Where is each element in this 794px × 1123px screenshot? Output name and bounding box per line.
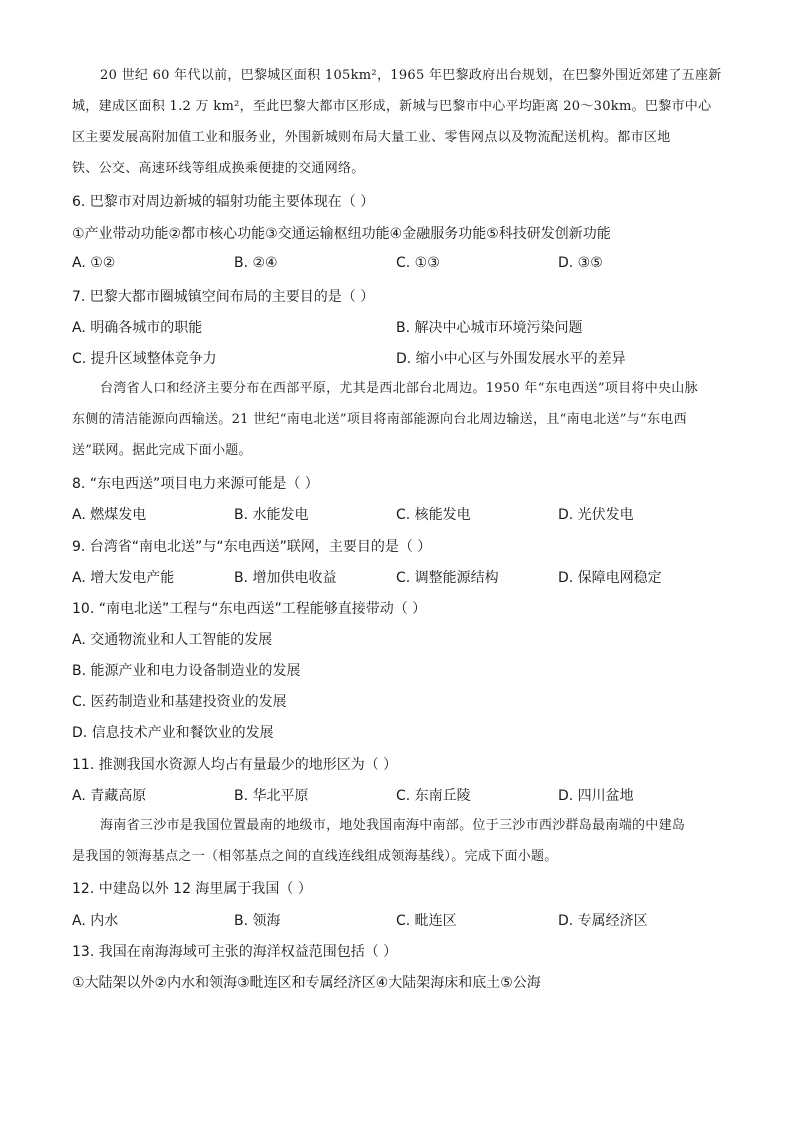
passage-taiwan — [72, 373, 726, 466]
question-10-stem: 10. “南电北送”工程与“东电西送”工程能够直接带动（ ） — [72, 601, 427, 617]
question-6-stem: 6. 巴黎市对周边新城的辐射功能主要体现在（ ） — [72, 194, 375, 210]
question-13-stem: 13. 我国在南海海域可主张的海洋权益范围包括（ ） — [72, 944, 398, 960]
option-c[interactable]: C. 调整能源结构 — [396, 570, 499, 586]
option-d[interactable]: D. 缩小中心区与外围发展水平的差异 — [396, 351, 626, 367]
passage-line: 台湾省人口和经济主要分布在西部平原，尤其是西北部台北周边。1950 年“东电西送”项目将中央山脉 — [100, 381, 698, 396]
option-c[interactable]: C. 提升区域整体竞争力 — [72, 351, 217, 367]
passage-line: 区主要发展高附加值工业和服务业，外围新城则布局大量工业、零售网点以及物流配送机构。都市区地 — [72, 130, 671, 145]
option-a[interactable]: A. 内水 — [72, 913, 119, 929]
passage-line: 城，建成区面积 1.2 万 km²，至此巴黎大都市区形成，新城与巴黎市中心平均距离 20～30km。巴黎市中心 — [72, 99, 712, 114]
passage-line: 是我国的领海基点之一（相邻基点之间的直线连线组成领海基线）。完成下面小题。 — [72, 849, 558, 864]
passage-line: 东侧的清洁能源向西输送。21 世纪“南电北送”项目将南部能源向台北周边输送，且“南电北送”与“东电西 — [72, 412, 687, 427]
question-6-options — [72, 255, 732, 275]
option-c[interactable]: C. 核能发电 — [396, 507, 471, 523]
option-b[interactable]: B. 能源产业和电力设备制造业的发展 — [72, 663, 301, 679]
option-b[interactable]: B. 领海 — [234, 913, 281, 929]
option-a[interactable]: A. 明确各城市的职能 — [72, 320, 203, 336]
question-9-options — [72, 567, 732, 587]
option-d[interactable]: D. 专属经济区 — [558, 913, 648, 929]
option-a[interactable]: A. 交通物流业和人工智能的发展 — [72, 632, 273, 648]
question-8-stem: 8. “东电西送”项目电力来源可能是（ ） — [72, 476, 319, 492]
question-7-stem: 7. 巴黎大都市圈城镇空间布局的主要目的是（ ） — [72, 289, 375, 305]
question-9-stem: 9. 台湾省“南电北送”与“东电西送”联网，主要目的是（ ） — [72, 539, 432, 555]
option-b[interactable]: B. 增加供电收益 — [234, 570, 337, 586]
option-d[interactable]: D. 光伏发电 — [558, 507, 634, 523]
option-c[interactable]: C. 东南丘陵 — [396, 788, 471, 804]
question-8-options — [72, 504, 732, 524]
option-b[interactable]: B. 水能发电 — [234, 507, 309, 523]
option-d[interactable]: D. 信息技术产业和餐饮业的发展 — [72, 725, 274, 741]
passage-line: 20 世纪 60 年代以前，巴黎城区面积 105km²，1965 年巴黎政府出台规划，在巴黎外围近郊建了五座新 — [100, 68, 722, 83]
option-a[interactable]: A. 燃煤发电 — [72, 507, 147, 523]
question-11-stem: 11. 推测我国水资源人均占有量最少的地形区为（ ） — [72, 757, 398, 773]
option-d[interactable]: D. 保障电网稳定 — [558, 570, 662, 586]
passage-line: 海南省三沙市是我国位置最南的地级市，地处我国南海中南部。位于三沙市西沙群岛最南端的中建岛 — [100, 818, 686, 833]
option-b[interactable]: B. ②④ — [234, 255, 278, 271]
question-7-options-row1 — [72, 317, 732, 337]
option-a[interactable]: A. 青藏高原 — [72, 788, 147, 804]
option-d[interactable]: D. 四川盆地 — [558, 788, 634, 804]
option-a[interactable]: A. 增大发电产能 — [72, 570, 175, 586]
passage-line: 送”联网。据此完成下面小题。 — [72, 443, 252, 458]
option-b[interactable]: B. 华北平原 — [234, 788, 309, 804]
option-a[interactable]: A. ①② — [72, 255, 116, 271]
question-12-stem: 12. 中建岛以外 12 海里属于我国（ ） — [72, 881, 312, 897]
option-c[interactable]: C. 医药制造业和基建投资业的发展 — [72, 694, 287, 710]
passage-line: 铁、公交、高速环线等组成换乘便捷的交通网络。 — [72, 161, 365, 176]
passage-sansha — [72, 810, 726, 872]
question-11-options — [72, 785, 732, 805]
question-12-options — [72, 910, 732, 930]
option-c[interactable]: C. 毗连区 — [396, 913, 457, 929]
option-d[interactable]: D. ③⑤ — [558, 255, 603, 271]
option-c[interactable]: C. ①③ — [396, 255, 440, 271]
passage-paris — [72, 60, 726, 184]
question-7-options-row2 — [72, 348, 732, 368]
question-13-list: ①大陆架以外②内水和领海③毗连区和专属经济区④大陆架海床和底土⑤公海 — [72, 975, 541, 991]
question-6-list: ①产业带动功能②都市核心功能③交通运输枢纽功能④金融服务功能⑤科技研发创新功能 — [72, 226, 611, 242]
option-b[interactable]: B. 解决中心城市环境污染问题 — [396, 320, 583, 336]
